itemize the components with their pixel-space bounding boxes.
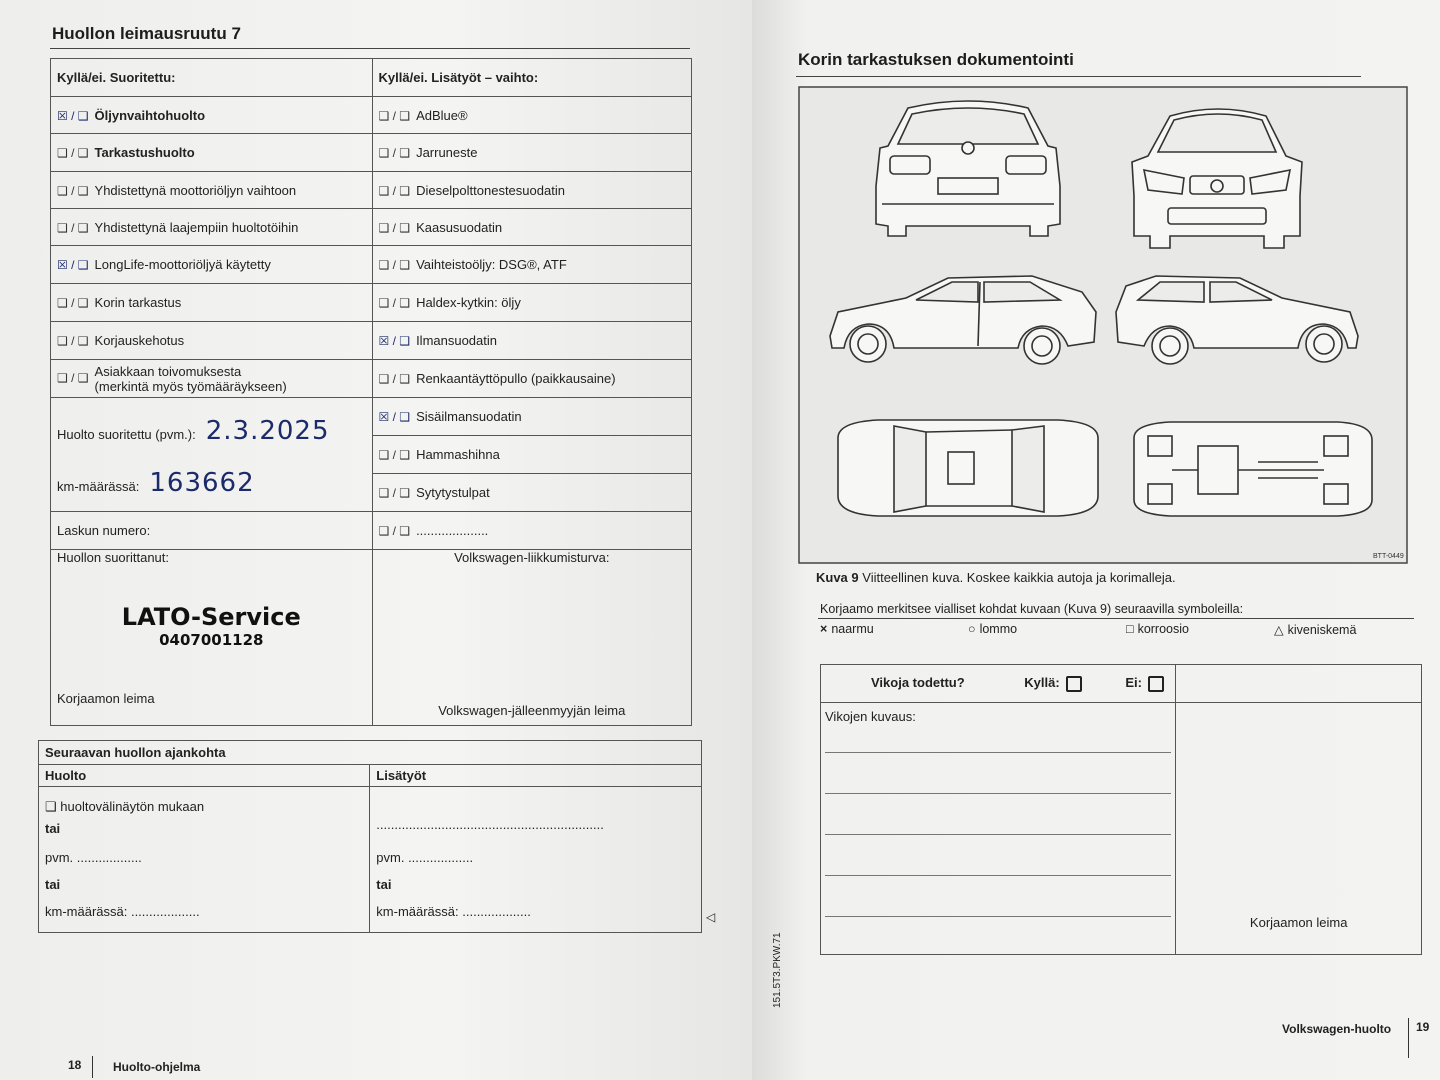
performed-item-label: Yhdistettynä laajempiin huoltotöihin (94, 219, 299, 235)
extra-checkbox[interactable]: ❑ / ❑ (378, 146, 411, 160)
performed-item-label: Asiakkaan toivomuksesta (94, 363, 242, 379)
workshop-stamp (57, 603, 366, 649)
performed-item (51, 246, 373, 284)
service-date-label: Huolto suoritettu (pvm.): (57, 426, 196, 442)
performed-checkbox[interactable]: ❑ / ❑ (57, 146, 89, 160)
extra-checkbox[interactable]: ❑ / ❑ (378, 372, 411, 386)
symbol-lommo (968, 622, 1017, 636)
symbol-label: lommo (979, 622, 1018, 636)
left-page-number: 18 (68, 1058, 82, 1072)
stamp-phone: 0407001128 (159, 631, 264, 649)
extra-item (372, 209, 691, 246)
figure-code: BTT-0449 (1373, 553, 1404, 560)
invoice-number-cell[interactable]: Laskun numero: (51, 512, 373, 550)
car-body-diagram[interactable] (798, 86, 1408, 564)
next-service-left-cell (39, 787, 370, 933)
extra-km-field[interactable]: km-määrässä: ................... (376, 904, 531, 919)
service-date-row (57, 416, 366, 446)
extra-item-label: Jarruneste (416, 145, 478, 160)
car-rear-view-icon (876, 101, 1060, 236)
yes-checkbox[interactable] (1066, 676, 1082, 692)
next-date-field[interactable]: pvm. .................. (45, 850, 142, 865)
next-service-col-extra: Lisätyöt (370, 765, 702, 787)
symbol-label: korroosio (1137, 622, 1189, 636)
performed-item (51, 322, 373, 360)
extra-checkbox[interactable]: ❑ / ❑ (378, 108, 411, 123)
yes-label: Kyllä: (1024, 675, 1060, 691)
or-text-1: tai (45, 821, 61, 836)
performed-checkbox[interactable]: ❑ / ❑ (57, 183, 89, 198)
symbol-icon: △ (1274, 623, 1284, 637)
workshop-stamp-cell[interactable] (51, 550, 373, 726)
margin-arrow-icon: ◁ (706, 910, 716, 924)
col-performed-header: Kyllä/ei. Suoritettu: (51, 59, 373, 97)
service-date-value[interactable]: 2.3.2025 (205, 415, 330, 446)
extra-item (372, 284, 691, 322)
right-page-number: 19 (1416, 1020, 1430, 1034)
extra-item-label: Hammashihna (416, 447, 500, 462)
next-service-table (38, 740, 702, 933)
symbol-naarmu (820, 622, 874, 636)
extra-checkbox[interactable]: ❑ / ❑ (378, 524, 411, 538)
extra-checkbox[interactable]: ☒ / ❑ (378, 334, 411, 348)
right-footer: Volkswagen-huolto (1282, 1022, 1392, 1036)
extra-checkbox[interactable]: ❑ / ❑ (378, 296, 411, 310)
extra-item (372, 322, 691, 360)
extra-item-label: Vaihteistoöljy: DSG®, ATF (416, 257, 567, 272)
performed-item (51, 209, 373, 246)
service-date-km-cell (51, 398, 373, 512)
performed-item (51, 360, 373, 398)
workshop-stamp-label: Korjaamon leima (57, 691, 155, 706)
defects-question: Vikoja todettu? (871, 675, 965, 691)
symbol-instructions: Korjaamo merkitsee vialliset kohdat kuvaan (Kuva 9) seuraavilla symboleilla: (820, 602, 1244, 616)
extra-date-field[interactable]: pvm. .................. (376, 850, 474, 865)
caption-label: Kuva 9 (816, 570, 859, 585)
title-rule (50, 48, 690, 49)
dealer-stamp-cell[interactable] (372, 550, 691, 726)
extra-checkbox[interactable]: ❑ / ❑ (378, 220, 411, 235)
caption-text: Viitteellinen kuva. Koskee kaikkia autoja ja korimalleja. (862, 570, 1176, 585)
extra-item (372, 398, 691, 436)
performed-item (51, 134, 373, 172)
right-title-rule (796, 76, 1361, 77)
figure-caption (816, 570, 1176, 585)
extra-item (372, 436, 691, 474)
extra-item (372, 172, 691, 209)
defects-question-cell (821, 665, 1176, 703)
symbols-rule (818, 618, 1414, 619)
performed-item-label: Öljynvaihtohuolto (94, 107, 206, 123)
service-checklist-table (50, 58, 692, 726)
performed-item-label: Korjauskehotus (94, 333, 185, 348)
extra-item (372, 246, 691, 284)
performed-item (51, 97, 373, 134)
extra-item (372, 134, 691, 172)
side-code: 151.5T3.PKW.71 (772, 932, 783, 1008)
extra-item-label: Renkaantäyttöpullo (paikkausaine) (416, 371, 616, 386)
extra-checkbox[interactable]: ☒ / ❑ (378, 410, 411, 424)
next-km-field[interactable]: km-määrässä: ................... (45, 904, 200, 919)
workshop-stamp-cell[interactable] (1176, 703, 1422, 955)
symbol-label: kiveniskemä (1287, 623, 1357, 637)
car-top-view-icon (838, 420, 1098, 516)
km-row (57, 468, 366, 498)
stamp-header-cell (1176, 665, 1422, 703)
performed-item-text (95, 364, 287, 394)
or-text-3: tai (376, 877, 392, 892)
right-page (752, 0, 1440, 1080)
mobility-label: Volkswagen-liikkumisturva: (454, 550, 610, 565)
extra-item-label: Sytytystulpat (416, 485, 490, 500)
footer-divider (92, 1056, 93, 1078)
performed-checkbox[interactable]: ❑ / ❑ (57, 334, 89, 348)
stamp-name: LATO-Service (121, 603, 301, 631)
no-checkbox[interactable] (1148, 676, 1164, 692)
next-service-right-cell (370, 787, 702, 933)
left-page-title: Huollon leimausruutu 7 (52, 24, 241, 43)
next-service-header: Seuraavan huollon ajankohta (39, 741, 702, 765)
extra-checkbox[interactable]: ❑ / ❑ (378, 183, 411, 198)
extra-item (372, 474, 691, 512)
performed-item-label: Korin tarkastus (94, 295, 182, 310)
km-label: km-määrässä: (57, 478, 140, 494)
extra-item-label: Haldex-kytkin: öljy (416, 295, 521, 310)
performed-item (51, 284, 373, 322)
or-text-2: tai (45, 877, 61, 892)
performed-by-label: Huollon suorittanut: (57, 550, 170, 565)
performed-item-label: LongLife-moottoriöljyä käytetty (94, 257, 271, 272)
right-workshop-stamp-label: Korjaamon leima (1249, 915, 1348, 930)
left-footer: Huolto-ohjelma (113, 1060, 201, 1074)
extra-item (372, 97, 691, 134)
dealer-stamp-label: Volkswagen-jälleenmyyjän leima (438, 703, 626, 718)
extra-checkbox[interactable]: ❑ / ❑ (378, 486, 411, 500)
symbol-icon: ○ (968, 622, 976, 636)
car-underbody-icon (1134, 422, 1372, 516)
defects-description-cell[interactable] (821, 703, 1176, 955)
extra-item-label: Sisäilmansuodatin (416, 409, 522, 424)
performed-checkbox[interactable]: ❑ / ❑ (57, 296, 89, 310)
col-extra-header: Kyllä/ei. Lisätyöt – vaihto: (372, 59, 691, 97)
performed-checkbox[interactable]: ☒ / ❑ (57, 108, 89, 123)
extra-item-label: Ilmansuodatin (416, 333, 498, 348)
next-service-indicator-option[interactable]: ❑ huoltovälinäytön mukaan (45, 799, 205, 814)
performed-checkbox[interactable]: ❑ / ❑ (57, 370, 89, 385)
right-page-title: Korin tarkastuksen dokumentointi (798, 50, 1074, 69)
extra-item-label: Dieselpolttonestesuodatin (416, 182, 565, 198)
extra-item-label: .................... (416, 523, 489, 538)
symbol-label: naarmu (831, 622, 874, 636)
extra-checkbox[interactable]: ❑ / ❑ (378, 448, 411, 462)
extra-checkbox[interactable]: ❑ / ❑ (378, 258, 411, 272)
symbol-icon: □ (1126, 622, 1134, 636)
performed-item (51, 172, 373, 209)
symbol-icon: × (820, 622, 828, 636)
extra-item (372, 512, 691, 550)
performed-item-note: (merkintä myös työmääräykseen) (94, 378, 287, 394)
km-value[interactable]: 163662 (149, 467, 255, 498)
extra-item (372, 360, 691, 398)
performed-item-label: Tarkastushuolto (94, 145, 195, 160)
performed-item-label: Yhdistettynä moottoriöljyn vaihtoon (94, 182, 297, 198)
symbol-kiveniskemä (1274, 622, 1356, 637)
performed-checkbox[interactable]: ☒ / ❑ (57, 258, 89, 272)
performed-checkbox[interactable]: ❑ / ❑ (57, 220, 89, 235)
symbol-korroosio (1126, 622, 1189, 636)
defects-table (820, 664, 1422, 955)
extra-item-label: Kaasusuodatin (416, 219, 503, 235)
no-label: Ei: (1125, 675, 1142, 691)
extra-item-label: AdBlue® (416, 107, 468, 123)
extra-work-line[interactable]: ............................................................... (376, 817, 604, 832)
defects-description-label: Vikojen kuvaus: (825, 709, 916, 724)
right-footer-divider (1408, 1018, 1409, 1058)
next-service-col-service: Huolto (39, 765, 370, 787)
